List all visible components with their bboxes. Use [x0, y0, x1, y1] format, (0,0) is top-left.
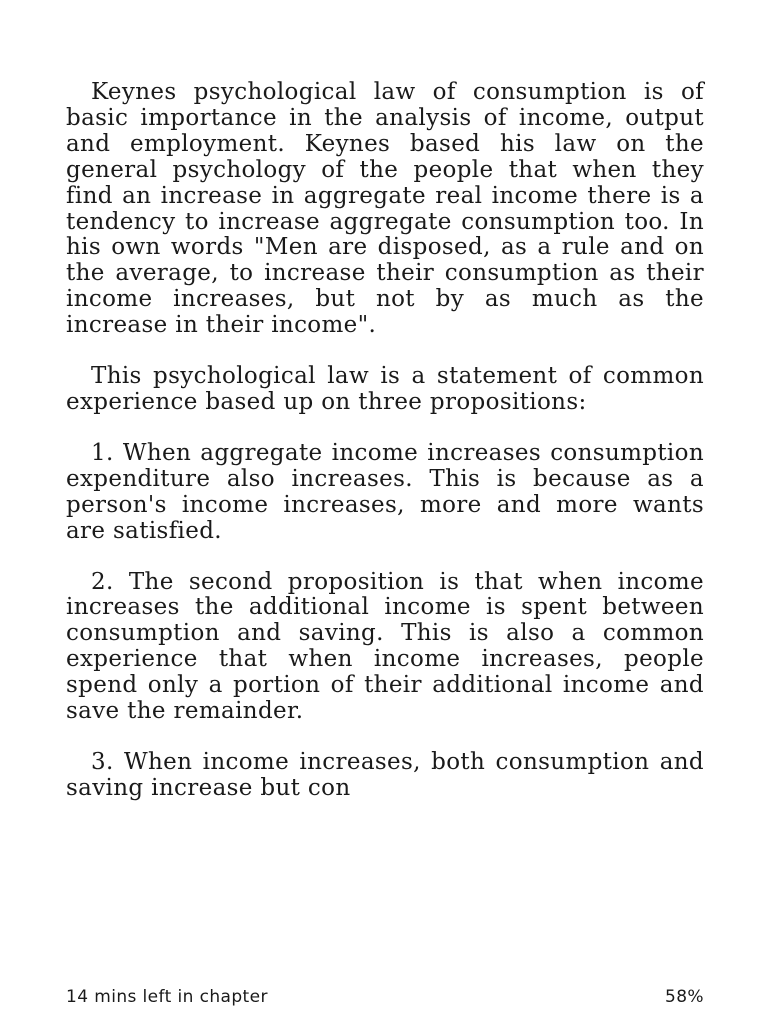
paragraph-proposition-2: 2. The second proposition is that when income increases the additional income is spent between consumption and saving. This is also a common experience that when income increases, people spend only a portion of their additional income and save the remainder.	[66, 568, 704, 725]
paragraph-three-propositions: This psychological law is a statement of common experience based up on three propositions:	[66, 363, 704, 415]
chapter-text	[66, 80, 704, 802]
reading-progress-footer	[66, 985, 704, 1009]
progress-percent: 58%	[665, 987, 704, 1007]
time-left-label: 14 mins left in chapter	[66, 987, 268, 1007]
paragraph-proposition-1: 1. When aggregate income increases consumption expenditure also increases. This is because as a person's income increases, more and more wants are satisfied.	[66, 439, 704, 544]
paragraph-psychological-law-intro: Keynes psychological law of consumption is of basic importance in the analysis of income, output and employment. Keynes based his law on the general psychology of the people that when they find an increase in aggregate real income there is a tendency to increase aggregate consumption too. In his own words "Men are disposed, as a rule and on the average, to increase their consumption as their income increases, but not by as much as the increase in their income".	[66, 79, 704, 339]
paragraph-proposition-3: 3. When income increases, both consumption and saving increase but con	[66, 748, 704, 801]
